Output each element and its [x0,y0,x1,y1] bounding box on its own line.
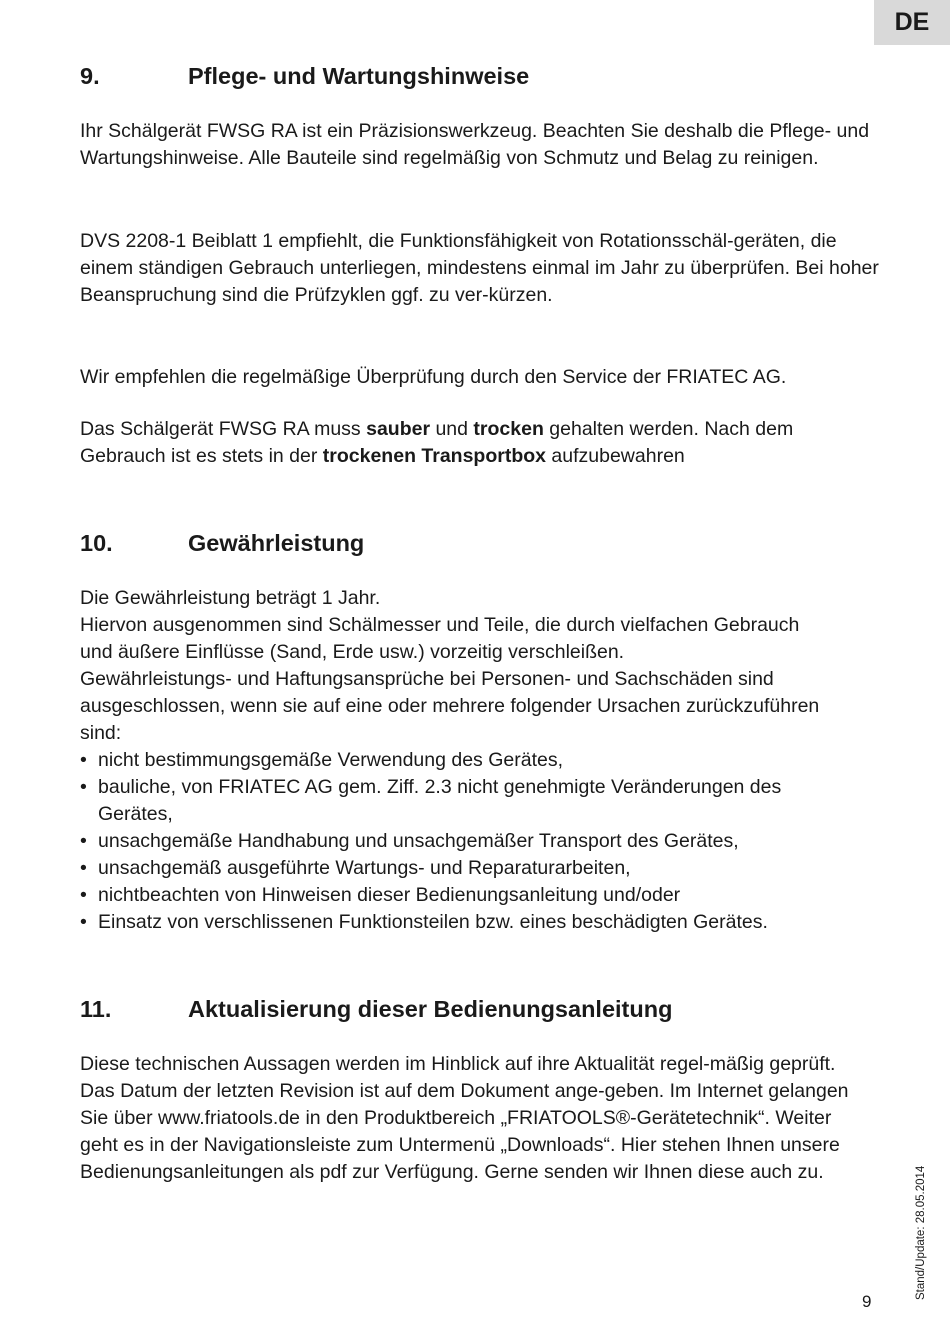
section-10-title: Gewährleistung [188,530,365,556]
section-11-number: 11. [80,996,112,1022]
section-9-paragraph-1: Ihr Schälgerät FWSG RA ist ein Präzisionswerkzeug. Beachten Sie deshalb die Pflege- und Wartungshinweise. Alle Bauteile sind regelmäßig von Schmutz und Belag zu reinigen. [80,120,870,169]
section-11-paragraph: Diese technischen Aussagen werden im Hinblick auf ihre Aktualität regel-mäßig geprüft. Das Datum der letzten Revision ist auf dem Dokument ange-geben. Im Internet gelangen Sie über www.friatools.de in den Produktbereich „FRIATOOLS®-Gerätetechnik“. Weiter geht es in der Navigationsleiste zum Untermenü „Downloads“. Hier stehen Ihnen unsere Bedienungsanleitungen als pdf zur Verfügung. Gerne senden wir Ihnen diese auch zu. [80,1053,849,1183]
section-10-heading [80,528,880,558]
section-11 [80,994,880,1024]
list-item: • unsachgemäß ausgeführte Wartungs- und Reparaturarbeiten, [80,855,880,882]
language-tab: DE [874,0,950,45]
section-9-number: 9. [80,63,100,89]
section-9-paragraph-2: DVS 2208-1 Beiblatt 1 empfiehlt, die Funktionsfähigkeit von Rotationsschäl-geräten, die einem ständigen Gebrauch unterliegen, mindestens einmal im Jahr zu überprüfen. Bei hoher Beanspruchung sind die Prüfzyklen ggf. zu ver-kürzen. [80,230,879,306]
list-item: • Einsatz von verschlissenen Funktionsteilen bzw. eines beschädigten Gerätes. [80,909,898,936]
section-10 [80,528,880,558]
section-11-title: Aktualisierung dieser Bedienungsanleitung [188,996,673,1022]
section-10-line-2: Hiervon ausgenommen sind Schälmesser und Teile, die durch vielfachen Gebrauch und äußere Einflüsse (Sand, Erde usw.) vorzeitig verschleißen. [80,614,800,663]
list-item: • nichtbeachten von Hinweisen dieser Bedienungsanleitung und/oder [80,882,880,909]
section-10-line-3: Gewährleistungs- und Haftungsansprüche bei Personen- und Sachschäden sind ausgeschlossen, wenn sie auf eine oder mehrere folgender Ursachen zurückzuführen sind: [80,668,820,744]
section-10-body [80,585,880,936]
section-10-bullet-list [80,747,880,936]
list-item: • nicht bestimmungsgemäße Verwendung des Gerätes, [80,747,880,774]
section-9-paragraph-4 [80,416,880,470]
p4-text-e: gehalten werden. Nach dem Gebrauch ist es stets in der [80,418,794,467]
p4-bold-trocken: trocken [473,418,544,440]
section-9-paragraph-3: Wir empfehlen die regelmäßige Überprüfung durch den Service der FRIATEC AG. [80,366,787,388]
section-10-line-1: Die Gewährleistung beträgt 1 Jahr. [80,587,381,609]
section-10-number: 10. [80,530,113,556]
p4-bold-sauber: sauber [366,418,431,440]
list-item: • unsachgemäße Handhabung und unsachgemäßer Transport des Gerätes, [80,828,880,855]
p4-text-a: Das Schälgerät FWSG RA muss [80,418,367,440]
list-item: • bauliche, von FRIATEC AG gem. Ziff. 2.3 nicht genehmigte Veränderungen des Gerätes, [80,774,853,828]
section-9 [80,61,880,91]
p4-text-c: und [430,418,474,440]
p4-bold-transportbox: trockenen Transportbox [322,445,546,467]
p4-text-g: aufzubewahren [546,445,685,467]
section-9-title: Pflege- und Wartungshinweise [188,63,530,89]
revision-date-stamp: Stand/Update: 28.05.2014 [915,1165,927,1300]
section-11-heading [80,994,880,1024]
section-9-heading [80,61,880,91]
page-number: 9 [862,1292,872,1311]
